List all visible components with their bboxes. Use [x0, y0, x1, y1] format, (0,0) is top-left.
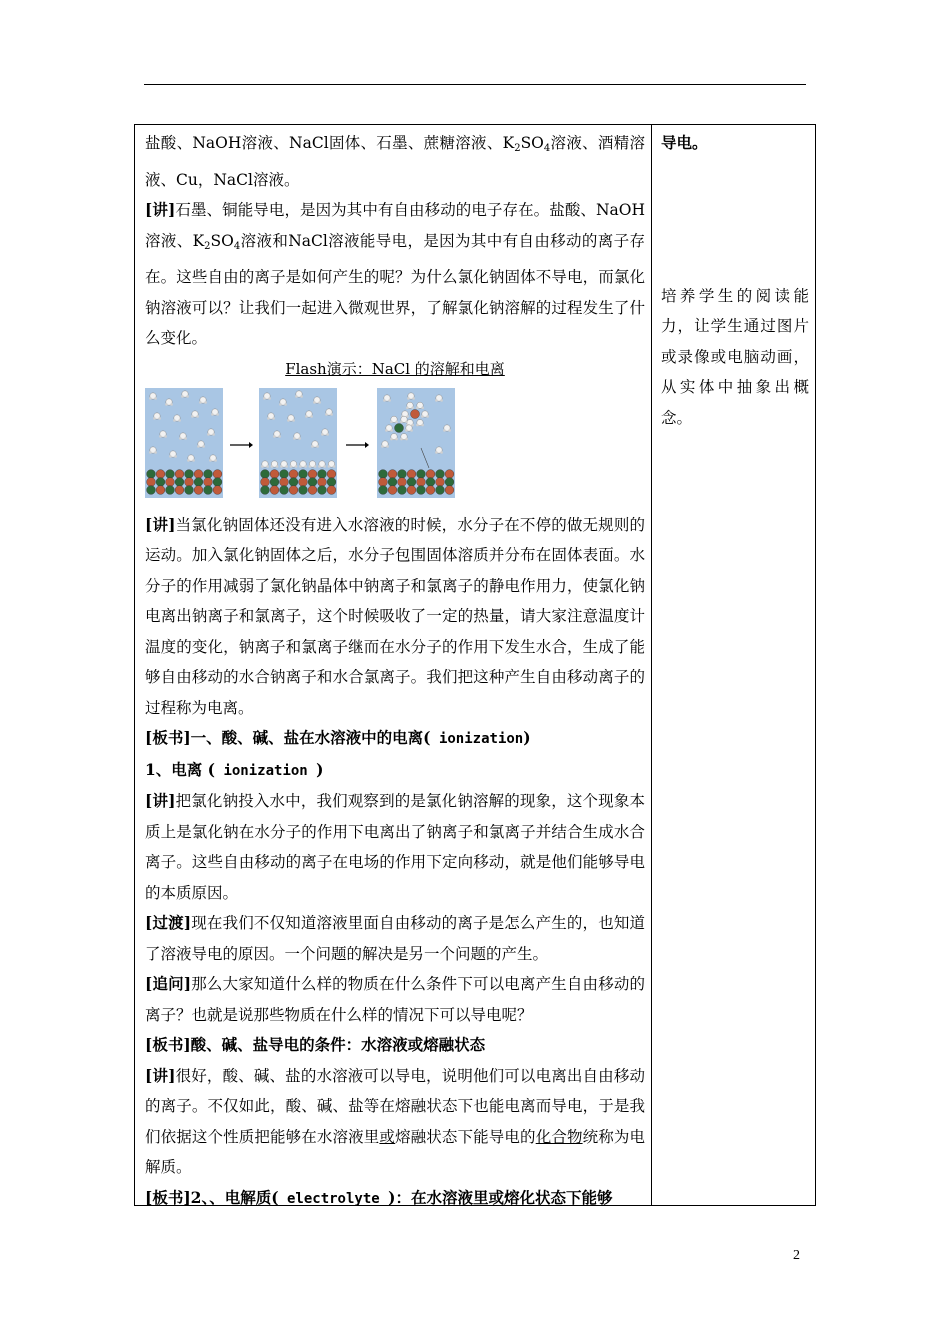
column-divider — [651, 125, 652, 1205]
lecture-paragraph-3: [讲]把氯化钠投入水中，我们观察到的是氯化钠溶解的现象，这个现象本质上是氯化钠在水分子的作用下电离出了钠离子和氯离子并结合生成水合离子。这些自由移动的离子在电场的作用下定向移动，就是他们能够导电的本质原因。 — [145, 791, 645, 902]
stage-1-image — [145, 388, 223, 498]
header-rule — [144, 84, 806, 85]
board-heading-ionization: 1、电离 ( ionization ) — [145, 759, 324, 779]
lecture-paragraph-2: [讲]当氯化钠固体还没有进入水溶液的时候，水分子在不停的做无规则的运动。加入氯化钠固体之后，水分子包围固体溶质并分布在固体表面。水分子的作用减弱了氯化钠晶体中钠离子和氯离子的静电作用力，使氯化钠电离出钠离子和氯离子，这个时候吸收了一定的热量，请大家注意温度计温度的变化，钠离子和氯离子继而在水分子的作用下发生水合，生成了能够自由移动的水合钠离子和水合氯离子。我们把这种产生自由移动离子的过程称为电离。 — [145, 514, 645, 717]
transition-paragraph: [过渡]现在我们不仅知道溶液里面自由移动的离子是怎么产生的，也知道了溶液导电的原因。一个问题的解决是另一个问题的产生。 — [145, 913, 645, 963]
right-note-2: 培养学生的阅读能力，让学生通过图片或录像或电脑动画，从实体中抽象出概念。 — [661, 286, 809, 427]
flash-demo-caption: Flash演示：NaCl 的溶解和电离 — [285, 359, 505, 378]
follow-up-question: [追问]那么大家知道什么样的物质在什么条件下可以电离产生自由移动的离子？也就是说那些物质在什么样的情况下可以导电呢？ — [145, 974, 645, 1024]
design-intent-cell — [661, 128, 809, 433]
board-electrolyte-definition: [板书]2、、电解质( electrolyte )：在水溶液里或熔化状态下能够 — [145, 1187, 613, 1207]
lesson-table — [134, 124, 816, 1206]
lecture-paragraph-1: [讲]石墨、铜能导电，是因为其中有自由移动的电子存在。盐酸、NaOH溶液、$K_2SO_4$溶液和NaCl溶液能导电，是因为其中有自由移动的离子存在。这些自由的离子是如何产生的呢？为什么氯化钠固体不导电，而氯化钠溶液可以？让我们一起进入微观世界，了解氯化钠溶解的过程发生了什么变化。 — [145, 200, 646, 347]
arrow-right-icon — [345, 440, 369, 450]
lecture-paragraph-4: [讲]很好，酸、碱、盐的水溶液可以导电，说明他们可以电离出自由移动的离子。不仅如此，酸、碱、盐等在熔融状态下也能电离而导电，于是我们依据这个性质把能够在水溶液里或熔融状态下能导电的化合物统称为电解质。 — [145, 1065, 645, 1176]
board-conditions: [板书]酸、碱、盐导电的条件：水溶液或熔融状态 — [145, 1035, 486, 1054]
right-note-1: 导电。 — [661, 133, 708, 152]
teaching-process-cell — [145, 128, 645, 1214]
arrow-right-icon — [229, 440, 253, 450]
page-number: 2 — [793, 1248, 800, 1263]
materials-list: 盐酸、NaOH溶液、NaCl固体、石墨、蔗糖溶液、$K_2SO_4$溶液、酒精溶液、Cu，NaCl溶液。 — [145, 134, 645, 189]
nacl-dissolution-figure — [145, 384, 645, 510]
board-heading-1: [板书]一、酸、碱、盐在水溶液中的电离( ionization) — [145, 728, 531, 747]
stage-2-image — [259, 388, 337, 498]
stage-3-image — [377, 388, 455, 498]
